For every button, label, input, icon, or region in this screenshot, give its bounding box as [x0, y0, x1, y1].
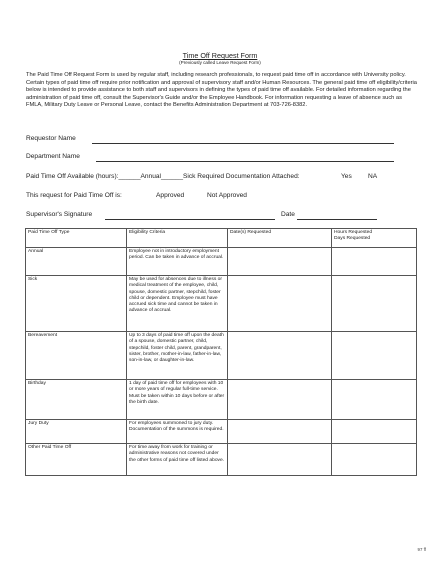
- date-label: Date: [281, 211, 295, 218]
- row-criteria: Up to 3 days of paid time off upon the death of a spouse, domestic partner, child, stepchild, foster child, parent, grandparent, sister, brother, mother-in-law, father-in-law, son-in-law, or daughter-in-law.: [127, 332, 228, 380]
- time-off-table: [25, 228, 417, 476]
- row-criteria: For time away from work for training or administrative reasons not covered under the other forms of paid time off listed above.: [127, 444, 228, 476]
- department-name-label: Department Name: [26, 153, 80, 160]
- row-hours-cell[interactable]: [332, 332, 417, 380]
- row-hours-cell[interactable]: [332, 276, 417, 332]
- table-row: [26, 444, 417, 476]
- not-approved-option[interactable]: Not Approved: [207, 192, 247, 199]
- approved-option[interactable]: Approved: [156, 192, 185, 199]
- row-criteria: For employees summoned to jury duty. Documentation of the summons is required.: [127, 420, 228, 444]
- requestor-name-field[interactable]: [92, 143, 394, 144]
- row-type: Birthday: [26, 380, 127, 420]
- row-dates-cell[interactable]: [228, 444, 332, 476]
- row-type: Jury Duty: [26, 420, 127, 444]
- row-criteria: May be used for absences due to illness or medical treatment of the employee, child, spouse, domestic partner, stepchild, foster child or dependent. Employee must have accrued sick time and cannot be taken in advance of accrual.: [127, 276, 228, 332]
- supervisor-signature-field[interactable]: [105, 219, 275, 220]
- table-row: [26, 248, 417, 276]
- row-type: Annual: [26, 248, 127, 276]
- row-criteria: 1 day of paid time off for employees with 10 or more years of regular full-time service. Must be taken within 10 days before or after the birth date.: [127, 380, 228, 420]
- header-type: Paid Time Off Type: [26, 229, 127, 248]
- row-hours-cell[interactable]: [332, 380, 417, 420]
- header-hours: Hours Requested Days Requested: [332, 229, 417, 248]
- row-dates-cell[interactable]: [228, 248, 332, 276]
- row-dates-cell[interactable]: [228, 276, 332, 332]
- row-dates-cell[interactable]: [228, 380, 332, 420]
- row-criteria: Employee not in introductory employment period. Can be taken in advance of accrual.: [127, 248, 228, 276]
- table-row: [26, 332, 417, 380]
- row-hours-cell[interactable]: [332, 248, 417, 276]
- row-hours-cell[interactable]: [332, 420, 417, 444]
- row-hours-cell[interactable]: [332, 444, 417, 476]
- form-subtitle: (Previously called Leave Request Form): [179, 60, 261, 65]
- table-header-row: [26, 229, 417, 248]
- yes-option[interactable]: Yes: [341, 173, 352, 180]
- header-dates: Date(s) Requested: [228, 229, 332, 248]
- row-dates-cell[interactable]: [228, 420, 332, 444]
- date-field[interactable]: [297, 219, 377, 220]
- table-row: [26, 420, 417, 444]
- request-status-label: This request for Paid Time Off is:: [26, 192, 122, 199]
- intro-paragraph: The Paid Time Off Request Form is used by regular staff, including research professionals, to request paid time off in accordance with University policy. Certain types of paid time off require prior notification and approval of supervisory staff and/or Human Resources. The general paid time off eligibility/criteria below is intended to provide assistance to both staff and supervisors in defining the types of paid time off available. For detailed information regarding the administration of paid time off, consult the Supervisor's Guide and/or the Employee Handbook. For information requesting a leave of absence such as FMLA, Military Duty Leave or Personal Leave, contact the Benefits Administration Department at 703-726-8382.: [26, 72, 417, 109]
- row-dates-cell[interactable]: [228, 332, 332, 380]
- row-type: Bereavement: [26, 332, 127, 380]
- header-criteria: Eligibility Criteria: [127, 229, 228, 248]
- requestor-name-label: Requestor Name: [26, 135, 76, 142]
- footer-code: 97 ff: [417, 547, 426, 552]
- pto-available-text: Paid Time Off Available (hours):______Annual______Sick Required Documentation Attached:: [26, 173, 300, 180]
- form-title: Time Off Request Form: [182, 51, 258, 60]
- department-name-field[interactable]: [96, 161, 394, 162]
- table-row: [26, 276, 417, 332]
- row-type: Sick: [26, 276, 127, 332]
- supervisor-signature-label: Supervisor's Signature: [26, 211, 93, 218]
- table-row: [26, 380, 417, 420]
- row-type: Other Paid Time Off: [26, 444, 127, 476]
- na-option[interactable]: NA: [368, 173, 378, 180]
